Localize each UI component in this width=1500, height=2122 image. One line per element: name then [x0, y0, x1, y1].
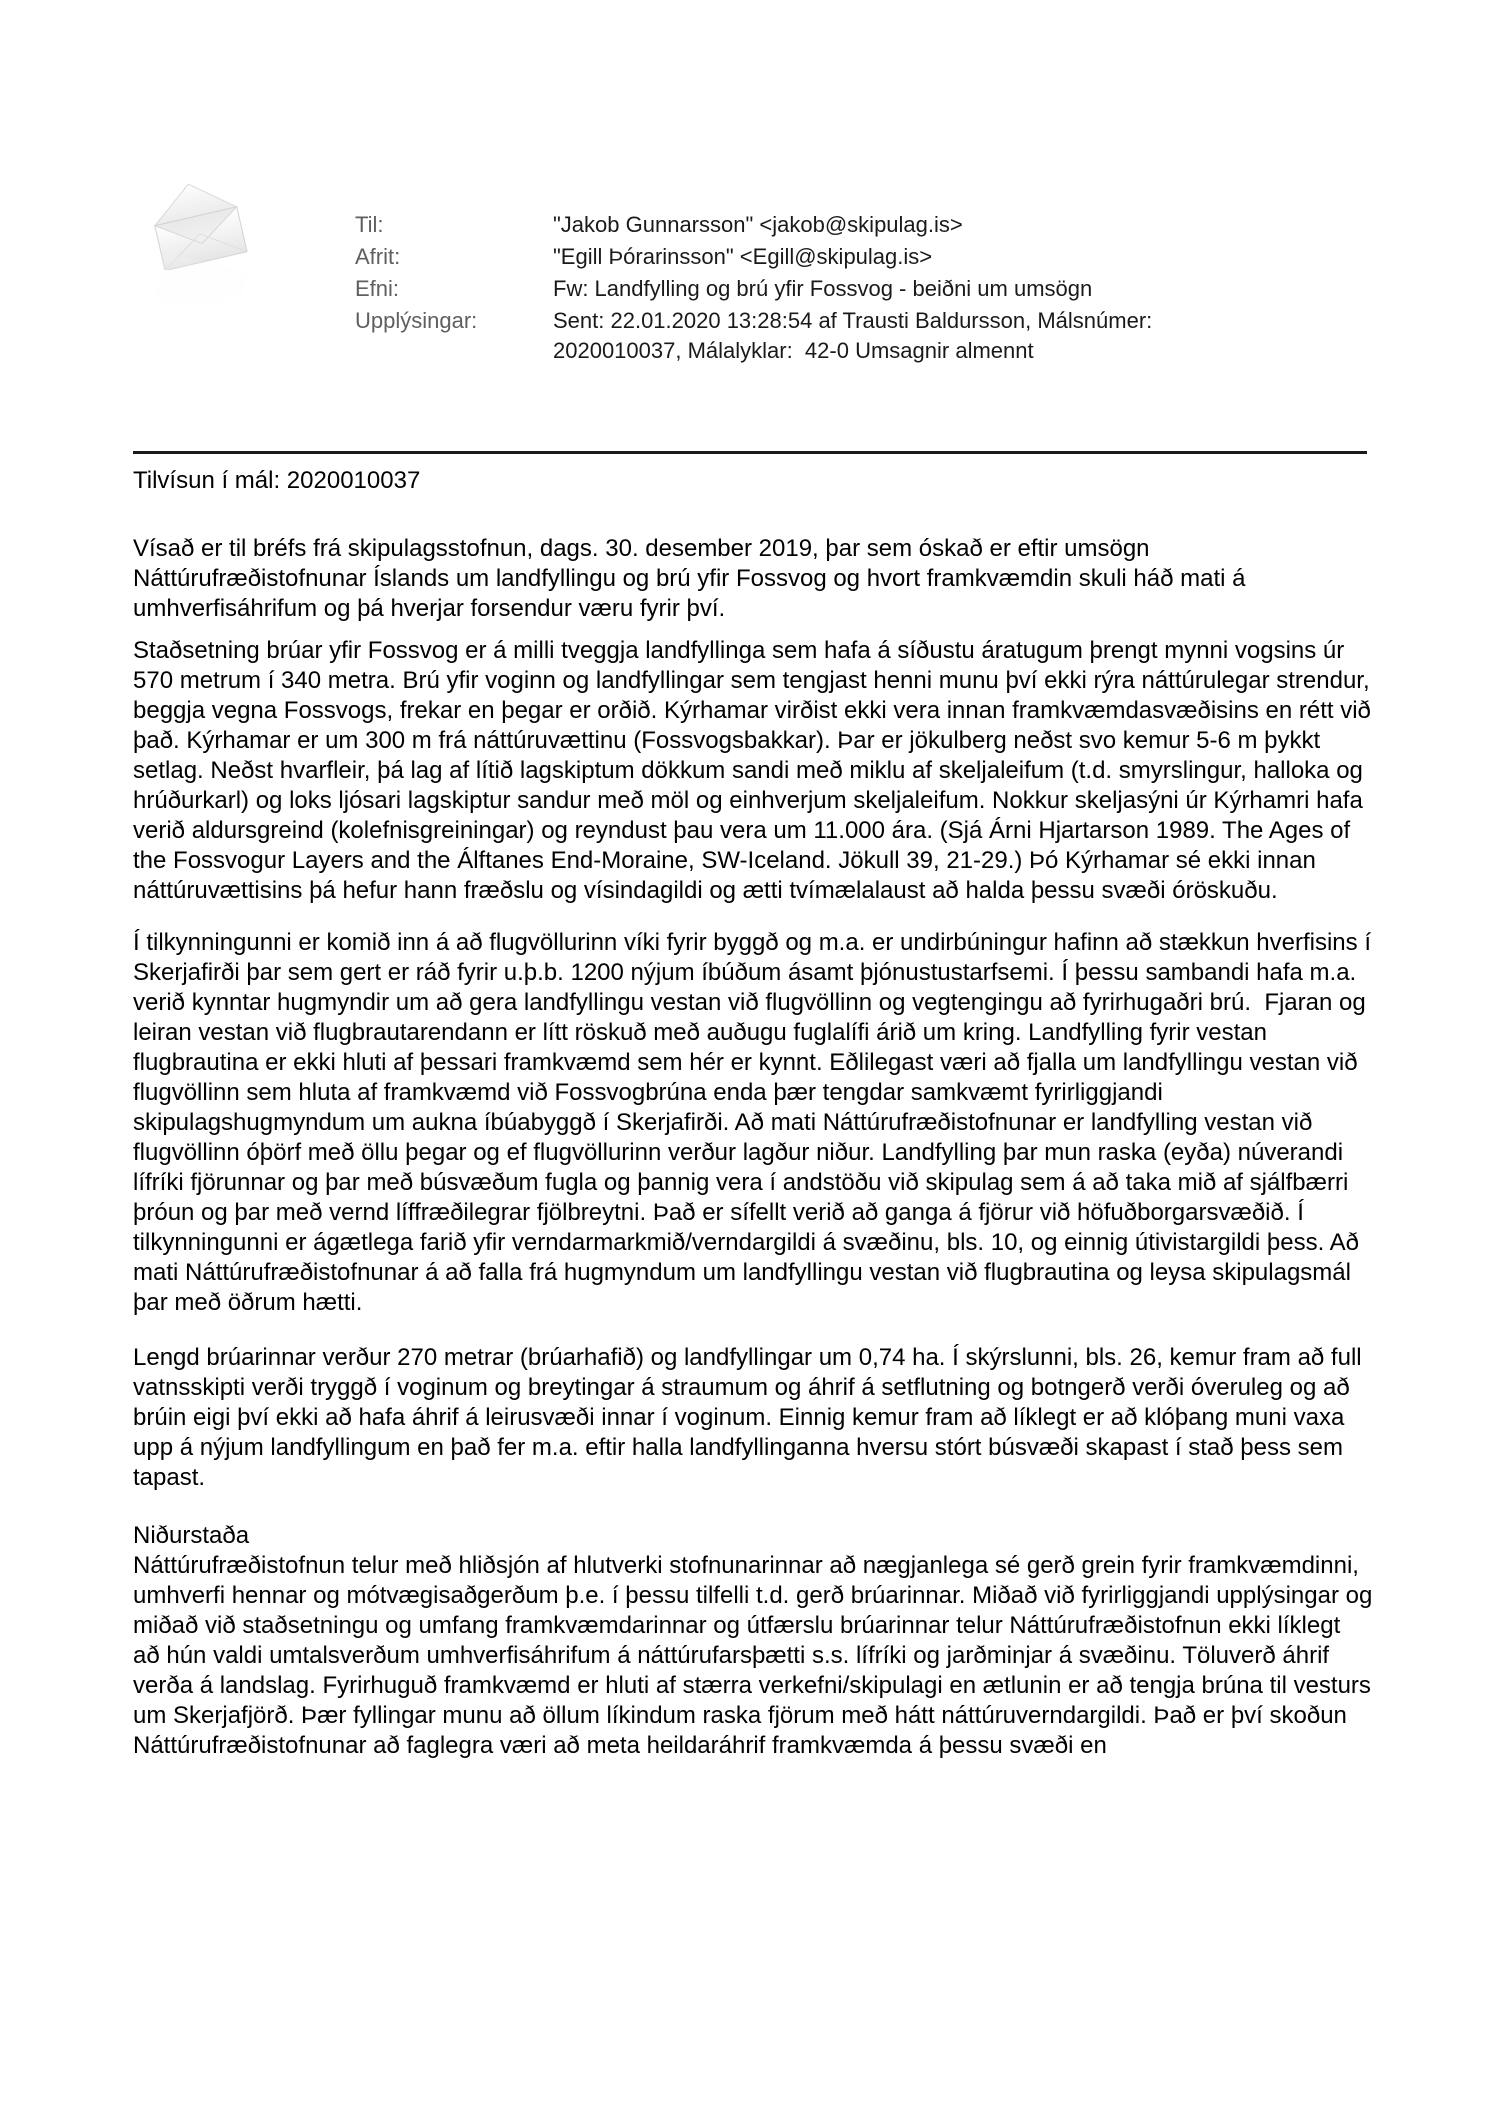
email-body: [133, 466, 1379, 1761]
body-paragraph: Vísað er til bréfs frá skipulagsstofnun, dags. 30. desember 2019, þar sem óskað er eftir umsögn Náttúrufræðistofnunar Íslands um landfyllingu og brú yfir Fossvog og hvort framkvæmdin skuli háð mati á umhverfisáhrifum og þá hverjar forsendur væru fyrir því.: [133, 535, 1253, 622]
envelope-icon: [146, 178, 256, 346]
header-field-value-afrit: "Egill Þórarinsson" <Egill@skipulag.is>: [553, 244, 933, 269]
header-field-value-upplysingar: Sent: 22.01.2020 13:28:54 af Trausti Baldursson, Málsnúmer: 2020010037, Málalyklar: 42-0 Umsagnir almennt: [553, 308, 1159, 363]
body-paragraph: Í tilkynningunni er komið inn á að flugvöllurinn víki fyrir byggð og m.a. er undirbúningur hafinn að stækkun hverfisins í Skerjafirði þar sem gert er ráð fyrir u.þ.b. 1200 nýjum íbúðum ásamt þjónustustarfsemi. Í þessu sambandi hafa m.a. verið kynntar hugmyndir um að gera landfyllingu vestan við flugvöllinn og vegtengingu að fyrirhugaðri brú. Fjaran og leiran vestan við flugbrautarendann er lítt röskuð með auðugu fuglalífi árið um kring. Landfylling fyrir vestan flugbrautina er ekki hluti af þessari framkvæmd sem hér er kynnt. Eðlilegast væri að fjalla um landfyllingu vestan við flugvöllinn sem hluta af framkvæmd við Fossvogbrúna enda þær tengdar samkvæmt fyrirliggjandi skipulagshugmyndum um aukna íbúabyggð í Skerjafirði. Að mati Náttúrufræðistofnunar er landfylling vestan við flugvöllinn óþörf með öllu þegar og ef flugvöllurinn verður lagður niður. Landfylling þar mun raska (eyða) núverandi lífríki fjörunnar og þar með búsvæðum fugla og þannig vera í andstöðu við skipulag sem á að taka mið af sjálfbærri þróun og þar með vernd líffræðilegrar fjölbreytni. Það er sífellt verið að ganga á fjörur við höfuðborgarsvæðið. Í tilkynningunni er ágætlega farið yfir verndarmarkmið/verndargildi á svæðinu, bls. 10, og einnig útivistargildi þess. Að mati Náttúrufræðistofnunar á að falla frá hugmyndum um landfyllingu vestan við flugbrautina og leysa skipulagsmál þar með öðrum hætti.: [133, 929, 1378, 1316]
body-paragraph: Lengd brúarinnar verður 270 metrar (brúarhafið) og landfyllingar um 0,74 ha. Í skýrslunni, bls. 26, kemur fram að full vatnsskipti verði tryggð í voginum og breytingar á straumum og áhrif á setflutning og botngerð verði óveruleg og að brúin eigi því ekki að hafa áhrif á leirusvæði innar í voginum. Einnig kemur fram að líklegt er að klóþang muni vaxa upp á nýjum landfyllingum en það fer m.a. eftir halla landfyllinganna hversu stórt búsvæði skapast í stað þess sem tapast.: [133, 1344, 1369, 1491]
conclusion-heading: Niðurstaða: [133, 1522, 250, 1549]
header-field-value-til: "Jakob Gunnarsson" <jakob@skipulag.is>: [553, 212, 963, 237]
body-paragraph: Staðsetning brúar yfir Fossvog er á milli tveggja landfyllinga sem hafa á síðustu áratugum þrengt mynni vogsins úr 570 metrum í 340 metra. Brú yfir voginn og landfyllingar sem tengjast henni munu því ekki rýra náttúrulegar strendur, beggja vegna Fossvogs, frekar en þegar er orðið. Kýrhamar virðist ekki vera innan framkvæmdasvæðisins en rétt við það. Kýrhamar er um 300 m frá náttúruvættinu (Fossvogsbakkar). Þar er jökulberg neðst svo kemur 5-6 m þykkt setlag. Neðst hvarfleir, þá lag af lítið lagskiptum dökkum sandi með miklu af skeljaleifum (t.d. smyrslingur, halloka og hrúðurkarl) og loks ljósari lagskiptur sandur með möl og einhverjum skeljaleifum. Nokkur skeljasýni úr Kýrhamri hafa verið aldursgreind (kolefnisgreiningar) og reyndust þau vera um 11.000 ára. (Sjá Árni Hjartarson 1989. The Ages of the Fossvogur Layers and the Álftanes End-Moraine, SW-Iceland. Jökull 39, 21-29.) Þó Kýrhamar sé ekki innan náttúruvættisins þá hefur hann fræðslu og vísindagildi og ætti tvímælalaust að halda þessu svæði óröskuðu.: [133, 637, 1378, 904]
header-field-label-efni: Efni:: [355, 276, 400, 301]
header-field-label-til: Til:: [355, 212, 384, 237]
conclusion-paragraph: Náttúrufræðistofnun telur með hliðsjón af hlutverki stofnunarinnar að nægjanlega sé gerð grein fyrir framkvæmdinni, umhverfi hennar og mótvægisaðgerðum þ.e. í þessu tilfelli t.d. gerð brúarinnar. Miðað við fyrirliggjandi upplýsingar og miðað við staðsetningu og umfang framkvæmdarinnar og útfærslu brúarinnar telur Náttúrufræðistofnun ekki líklegt að hún valdi umtalsverðum umhverfisáhrifum á náttúrufarsþætti s.s. lífríki og jarðminjar á svæðinu. Töluverð áhrif verða á landslag. Fyrirhuguð framkvæmd er hluti af stærra verkefni/skipulagi en ætlunin er að tengja brúna til vesturs um Skerjafjörð. Þær fyllingar munu að öllum líkindum raska fjörum með hátt náttúruverndargildi. Það er því skoðun Náttúrufræðistofnunar að faglegra væri að meta heildaráhrif framkvæmda á þessu svæði en: [133, 1552, 1379, 1759]
divider-line: [133, 451, 1367, 454]
case-reference-line: Tilvísun í mál: 2020010037: [133, 467, 421, 494]
header-field-label-upplysingar: Upplýsingar:: [355, 308, 478, 333]
email-header: [355, 210, 1253, 366]
header-field-value-efni: Fw: Landfylling og brú yfir Fossvog - beiðni um umsögn: [553, 276, 1093, 301]
header-field-label-afrit: Afrit:: [355, 244, 401, 269]
